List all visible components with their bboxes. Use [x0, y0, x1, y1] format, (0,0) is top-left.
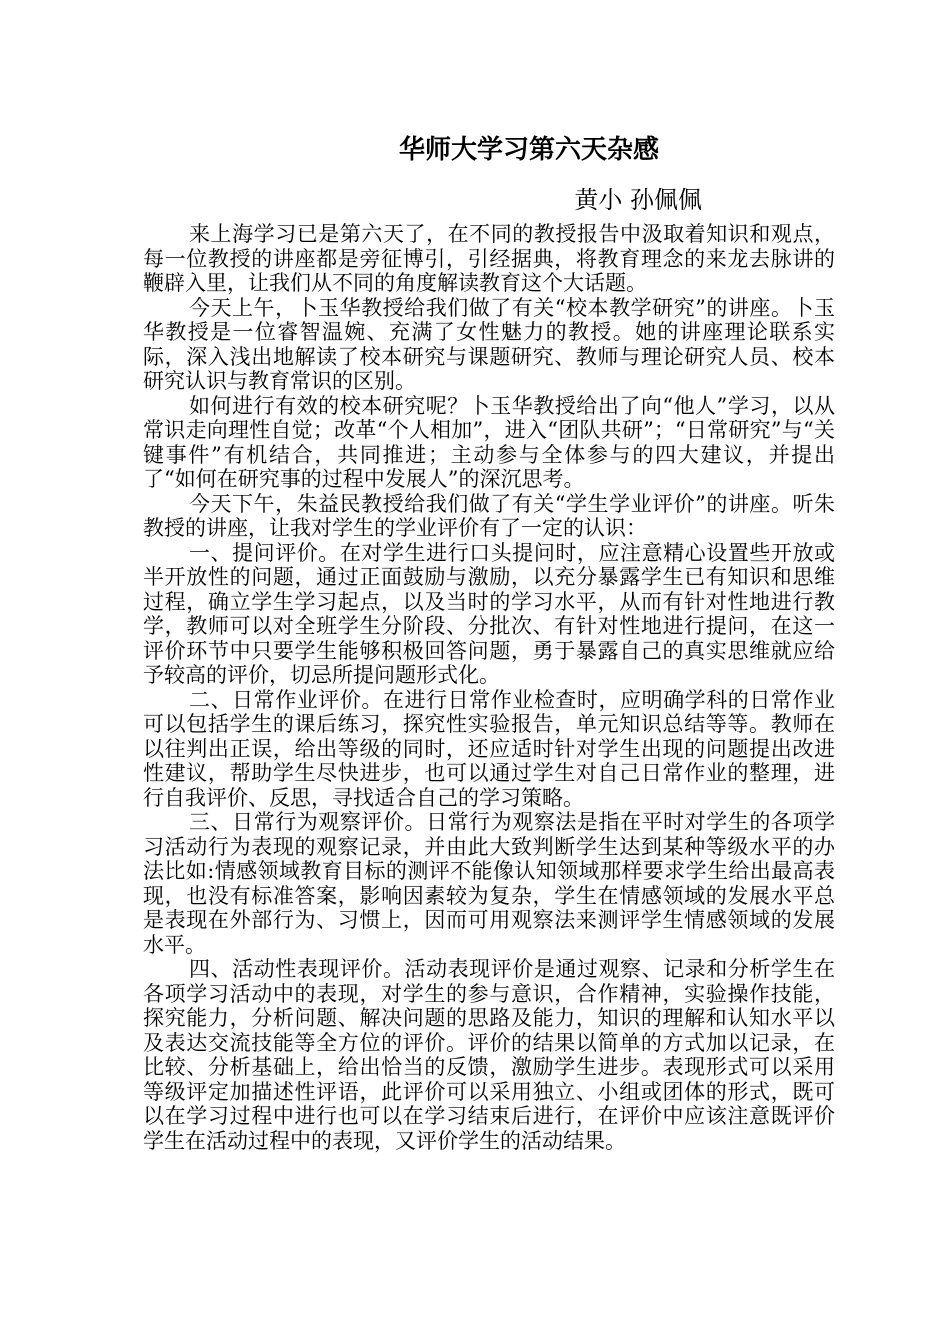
- document-title: 华师大学习第六天杂感: [398, 135, 659, 165]
- document-authors: 黄小 孙佩佩: [574, 186, 702, 214]
- paragraph-afternoon-lecture: 今天下午，朱益民教授给我们做了有关“学生学业评价”的讲座。听朱教授的讲座，让我对学生的学业评价有了一定的认识：: [143, 491, 835, 540]
- document-page: [143, 130, 835, 1153]
- paragraph-activity-evaluation: 四、活动性表现评价。活动表现评价是通过观察、记录和分析学生在各项学习活动中的表现，对学生的参与意识，合作精神，实验操作技能，探究能力，分析问题、解决问题的思路及能力，知识的理解和认知水平以及表达交流技能等全方位的评价。评价的结果以简单的方式加以记录，在比较、分析基础上，给出恰当的反馈，激励学生进步。表现形式可以采用等级评定加描述性评语，此评价可以采用独立、小组或团体的形式，既可以在学习过程中进行也可以在学习结束后进行，在评价中应该注意既评价学生在活动过程中的表现，又评价学生的活动结果。: [143, 957, 835, 1153]
- paragraph-school-research: 如何进行有效的校本研究呢？卜玉华教授给出了向“他人”学习，以从常识走向理性自觉；改革“个人相加”，进入“团队共研”；“日常研究”与“关键事件”有机结合，共同推进；主动参与全体参与的四大建议，并提出了“如何在研究事的过程中发展人”的深沉思考。: [143, 393, 835, 491]
- paragraph-intro: 来上海学习已是第六天了，在不同的教授报告中汲取着知识和观点，每一位教授的讲座都是旁征博引，引经据典，将教育理念的来龙去脉讲的鞭辟入里，让我们从不同的角度解读教育这个大话题。: [143, 222, 835, 295]
- paragraph-behavior-evaluation: 三、日常行为观察评价。日常行为观察法是指在平时对学生的各项学习活动行为表现的观察记录，并由此大致判断学生达到某种等级水平的办法比如:情感领域教育目标的测评不能像认知领域那样要求学生给出最高表现，也没有标准答案，影响因素较为复杂，学生在情感领域的发展水平总是表现在外部行为、习惯上，因而可用观察法来测评学生情感领域的发展水平。: [143, 810, 835, 957]
- paragraph-question-evaluation: 一、提问评价。在对学生进行口头提问时，应注意精心设置些开放或半开放性的问题，通过正面鼓励与激励，以充分暴露学生已有知识和思维过程，确立学生学习起点，以及当时的学习水平，从而有针对性地进行教学，教师可以对全班学生分阶段、分批次、有针对性地进行提问，在这一评价环节中只要学生能够积极回答问题，勇于暴露自己的真实思维就应给予较高的评价，切忌所提问题形式化。: [143, 540, 835, 687]
- paragraph-morning-lecture: 今天上午，卜玉华教授给我们做了有关“校本教学研究”的讲座。卜玉华教授是一位睿智温婉、充满了女性魅力的教授。她的讲座理论联系实际，深入浅出地解读了校本研究与课题研究、教师与理论研究人员、校本研究认识与教育常识的区别。: [143, 295, 835, 393]
- paragraph-homework-evaluation: 二、日常作业评价。在进行日常作业检查时，应明确学科的日常作业可以包括学生的课后练习，探究性实验报告，单元知识总结等等。教师在以往判出正误，给出等级的同时，还应适时针对学生出现的问题提出改进性建议，帮助学生尽快进步，也可以通过学生对自己日常作业的整理，进行自我评价、反思，寻找适合自己的学习策略。: [143, 687, 835, 810]
